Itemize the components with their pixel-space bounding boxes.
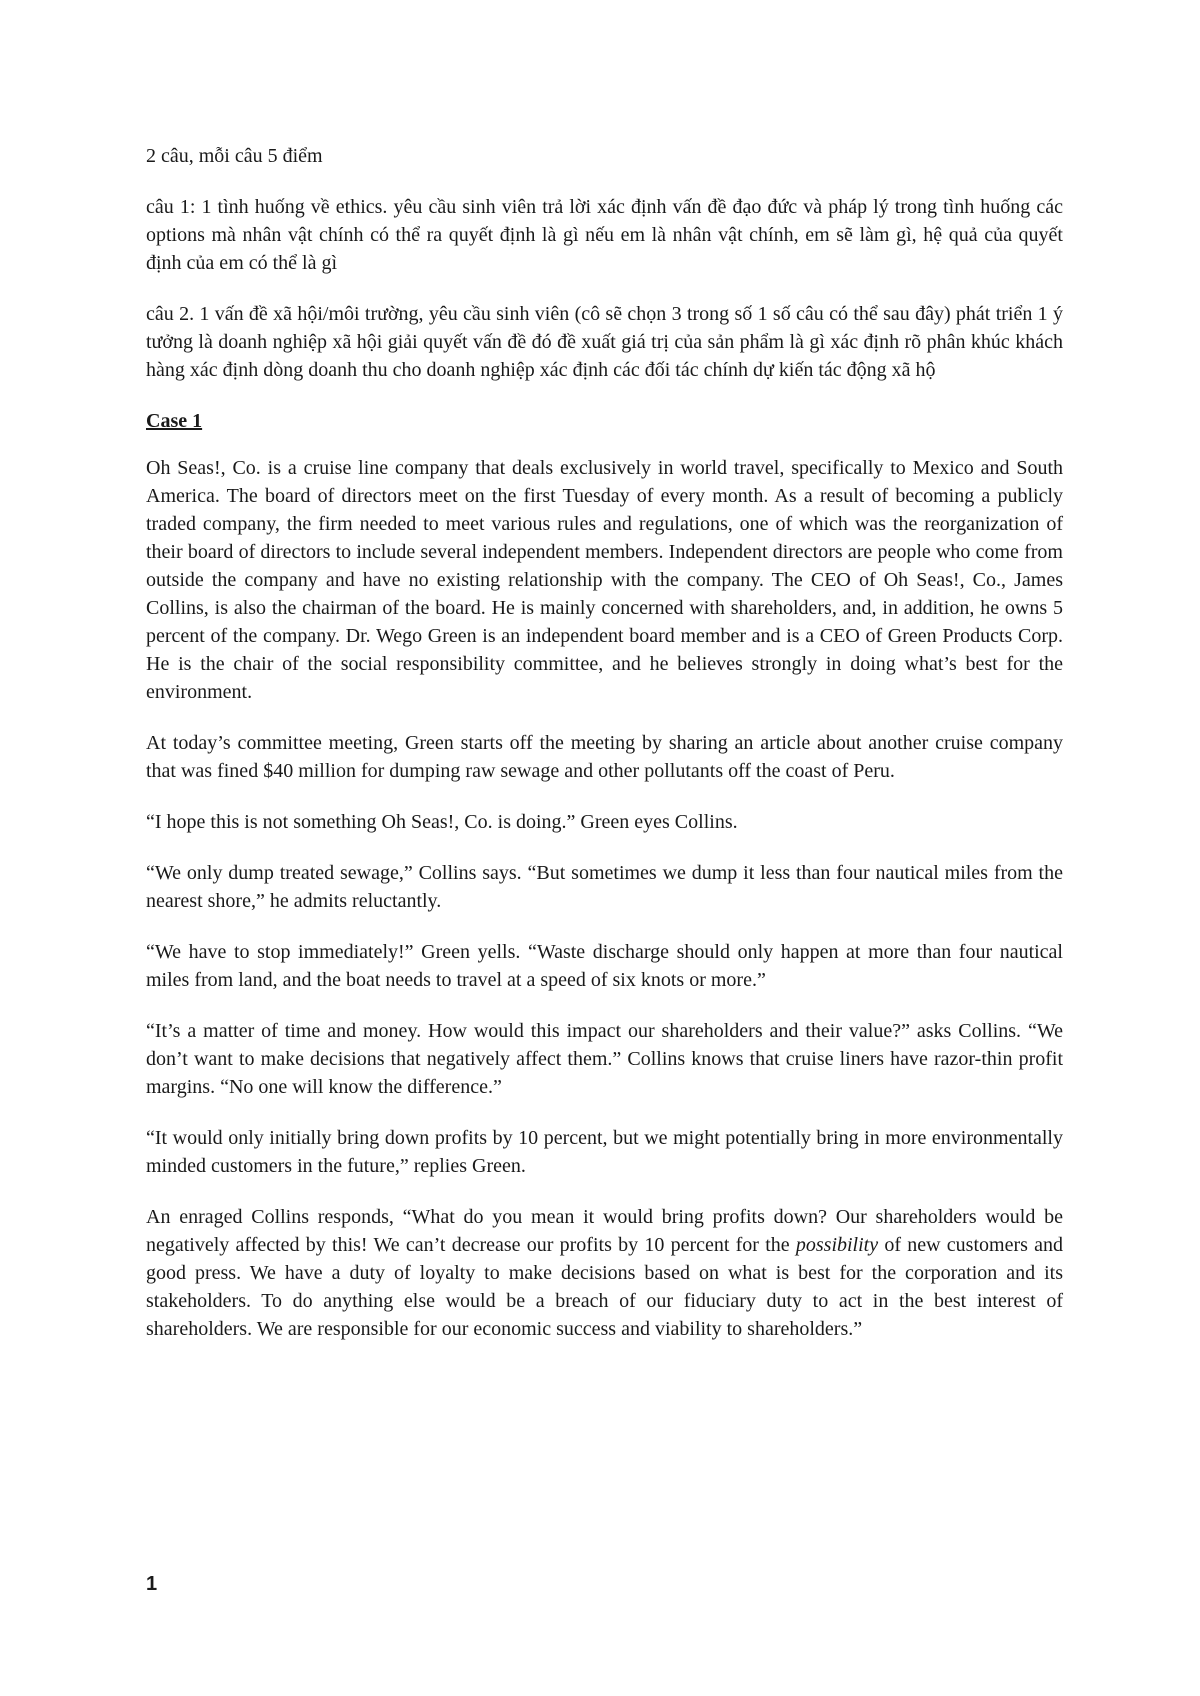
- document-body: [146, 142, 1063, 1366]
- paragraph-text: of new customers and good press. We have a duty of loyalty to make decisions based on what is best for the corporation and its stakeholders. To do anything else would be a breach of our fiduciary duty to act in the best interest of shareholders. We are responsible for our economic success and viability to shareholders.”: [146, 1234, 1063, 1340]
- question-1: câu 1: 1 tình huống về ethics. yêu cầu sinh viên trả lời xác định vấn đề đạo đức và pháp lý trong tình huống các options mà nhân vật chính có thể ra quyết định là gì nếu em là nhân vật chính, em sẽ làm gì, hệ quả của quyết định của em có thể là gì: [146, 196, 1063, 274]
- case-paragraph: “We have to stop immediately!” Green yells. “Waste discharge should only happen at more than four nautical miles from land, and the boat needs to travel at a speed of six knots or more.”: [146, 941, 1063, 991]
- case-heading: Case 1: [146, 410, 203, 432]
- paragraph-text: An enraged Collins responds, “What do you mean it would bring profits down? Our shareholders would be negatively affected by this! We can’t decrease our profits by 10 percent for the: [146, 1206, 1063, 1256]
- emphasized-word: possibility: [795, 1234, 879, 1256]
- case-paragraph: “It would only initially bring down profits by 10 percent, but we might potentially bring in more environmentally minded customers in the future,” replies Green.: [146, 1127, 1063, 1177]
- case-paragraph: “We only dump treated sewage,” Collins says. “But sometimes we dump it less than four nautical miles from the nearest shore,” he admits reluctantly.: [146, 862, 1063, 912]
- case-paragraph: “I hope this is not something Oh Seas!, Co. is doing.” Green eyes Collins.: [146, 811, 738, 833]
- case-paragraph: “It’s a matter of time and money. How would this impact our shareholders and their value?” asks Collins. “We don’t want to make decisions that negatively affect them.” Collins knows that cruise liners have razor-thin profit margins. “No one will know the difference.”: [146, 1020, 1063, 1098]
- case-paragraph: Oh Seas!, Co. is a cruise line company that deals exclusively in world travel, specifically to Mexico and South America. The board of directors meet on the first Tuesday of every month. As a result of becoming a publicly traded company, the firm needed to meet various rules and regulations, one of which was the reorganization of their board of directors to include several independent members. Independent directors are people who come from outside the company and have no existing relationship with the company. The CEO of Oh Seas!, Co., James Collins, is also the chairman of the board. He is mainly concerned with shareholders, and, in addition, he owns 5 percent of the company. Dr. Wego Green is an independent board member and is a CEO of Green Products Corp. He is the chair of the social responsibility committee, and he believes strongly in doing what’s best for the environment.: [146, 457, 1063, 703]
- question-2: câu 2. 1 vấn đề xã hội/môi trường, yêu cầu sinh viên (cô sẽ chọn 3 trong số 1 số câu có thể sau đây) phát triển 1 ý tưởng là doanh nghiệp xã hội giải quyết vấn đề đó đề xuất giá trị của sản phẩm là gì xác định rõ phân khúc khách hàng xác định dòng doanh thu cho doanh nghiệp xác định các đối tác chính dự kiến tác động xã hộ: [146, 303, 1063, 381]
- exam-intro: 2 câu, mỗi câu 5 điểm: [146, 145, 323, 167]
- case-paragraph: At today’s committee meeting, Green starts off the meeting by sharing an article about another cruise company that was fined $40 million for dumping raw sewage and other pollutants off the coast of Peru.: [146, 732, 1063, 782]
- case-paragraph-last: [146, 1203, 1063, 1343]
- page-number: 1: [146, 1573, 158, 1595]
